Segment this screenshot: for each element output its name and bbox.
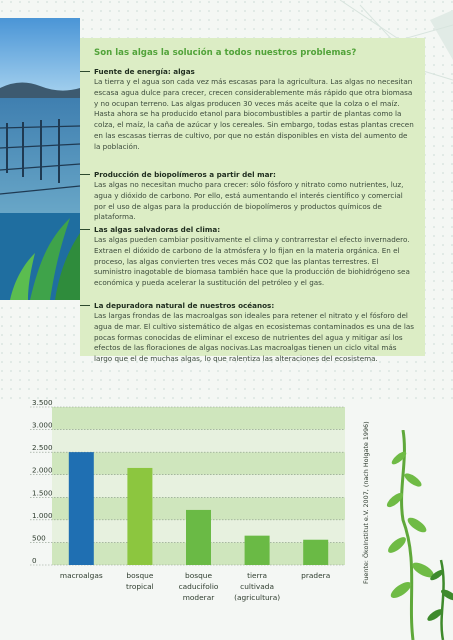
x-tick-label: bosque bbox=[185, 571, 212, 580]
grid-band bbox=[52, 452, 345, 475]
y-tick-label: 2.500 bbox=[32, 443, 53, 453]
section-rule bbox=[80, 229, 90, 230]
bar bbox=[69, 452, 94, 565]
y-tick-label: 3.500 bbox=[32, 398, 53, 407]
grid-band bbox=[52, 475, 345, 498]
grid-band bbox=[52, 407, 345, 430]
section-body: La tierra y el agua son cada vez más escasas para la agricultura. Las algas no necesitan escasa agua dulce para crecer, crecen considerablemente más rápido que otra biomasa y no ocupan terreno. Las algas producen 30 veces más aceite que la colza o el maíz. Hasta ahora se ha producido etanol para biocombustibles a partir de plantas como la colza, el maíz, la caña de azúcar y los cereales. Sin embargo, todas estas plantas crecen en las escasas tierras de cultivo, por que no están disponibles en vista del aumento de la población. bbox=[94, 77, 414, 151]
y-tick-label: 500 bbox=[32, 533, 46, 543]
y-tick-label: 3.000 bbox=[32, 420, 53, 430]
panel-title: Son las algas la solución a todos nuestros problemas? bbox=[94, 48, 357, 58]
bar bbox=[127, 468, 152, 565]
x-tick-label: cultivada bbox=[240, 582, 275, 591]
section-rule bbox=[80, 174, 90, 175]
x-tick-label: (agricultura) bbox=[234, 593, 281, 602]
grid-band bbox=[52, 430, 345, 453]
section-energy bbox=[94, 66, 414, 153]
bar bbox=[186, 510, 211, 565]
section-body: Las algas pueden cambiar positivamente el clima y contrarrestar el efecto invernadero. Extraen el dióxido de carbono de la atmósfera y lo fijan en la materia orgánica. En el proceso, las algas convierten tres veces más CO2 que las plantas terrestres. El suministro inagotable de biomasa también hace que la producción de biohidrógeno sea económica y pueda acelerar la sustitución del petróleo y el gas. bbox=[94, 235, 410, 288]
section-heading: Fuente de energía: algas bbox=[94, 67, 195, 76]
y-tick-label: 0 bbox=[32, 556, 37, 565]
section-body: Las largas frondas de las macroalgas son ideales para retener el nitrato y el fósforo del agua de mar. El cultivo sistemático de algas en ecosistemas contaminados es una de las pocas formas conocidas de eliminar el exceso de nutrientes del agua y mitigar así los efectos de las floraciones de algas nocivas.Las macroalgas tienen un ciclo vital más largo que el de muchas algas, lo que ralentiza las alteraciones del ecosistema. bbox=[94, 311, 415, 364]
y-tick-label: 1.500 bbox=[32, 488, 53, 498]
section-rule bbox=[80, 71, 90, 72]
seaweed-farm-photo bbox=[0, 18, 80, 300]
x-tick-label: macroalgas bbox=[59, 571, 103, 580]
y-tick-label: 2.000 bbox=[32, 465, 53, 475]
y-tick-label: 1.000 bbox=[32, 510, 53, 520]
x-tick-label: tropical bbox=[126, 582, 154, 591]
x-tick-label: tierra bbox=[247, 571, 268, 580]
x-tick-label: bosque bbox=[126, 571, 154, 580]
x-tick-label: caducifolio bbox=[178, 582, 219, 591]
section-body: Las algas no necesitan mucho para crecer: sólo fósforo y nitrato como nutrientes, luz, agua y dióxido de carbono. Por ello, está aumentando el interés científico y comercial por el uso de algas para la producción de biopolímeros y productos químicos de plataforma. bbox=[94, 180, 404, 222]
section-heading: La depuradora natural de nuestros océanos: bbox=[94, 301, 275, 310]
section-heading: Producción de biopolímeros a partir del mar: bbox=[94, 170, 276, 179]
bar bbox=[303, 540, 328, 565]
chart-source: Fuente: Ökolnstitut e.V. 2007, (nach Holgate 1996) bbox=[362, 421, 370, 584]
section-depuradora bbox=[94, 300, 414, 365]
section-rule bbox=[80, 305, 90, 306]
section-biopolymers bbox=[94, 169, 414, 223]
x-tick-label: moderar bbox=[182, 593, 215, 602]
section-heading: Las algas salvadoras del clima: bbox=[94, 225, 221, 234]
section-climate bbox=[94, 224, 414, 289]
bar bbox=[245, 536, 270, 565]
x-tick-label: pradera bbox=[301, 571, 331, 580]
seaweed-illustration bbox=[373, 430, 453, 640]
